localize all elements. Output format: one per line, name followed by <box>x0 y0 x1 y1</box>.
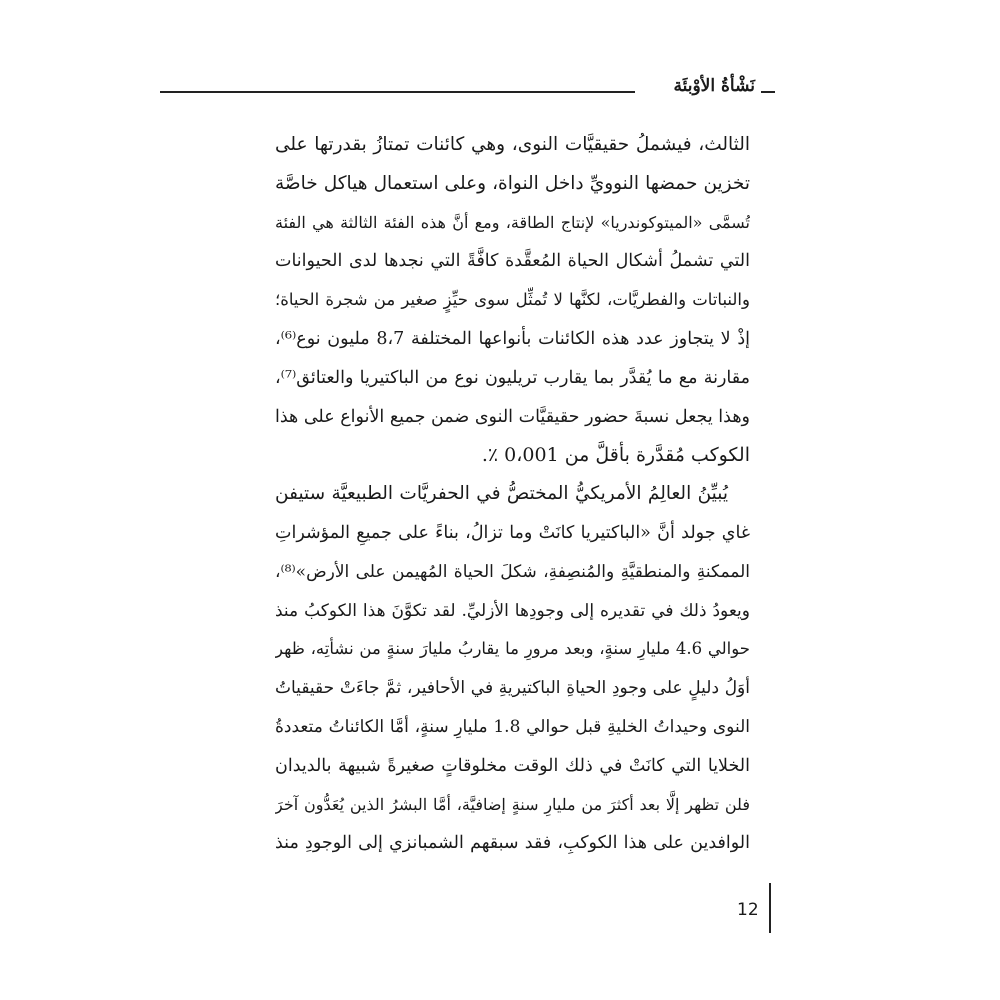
page-number: 12 <box>737 900 759 920</box>
text-line: فلن تظهر إلَّا بعد أكثرَ من مليارِ سنةٍ إضافيَّة، أمَّا البشرُ الذين يُعَدُّون آخرَ <box>275 794 750 814</box>
text-line: الخلايا التي كانَتْ في ذلك الوقت مخلوقاتٍ صغيرةً شبيهة بالديدان <box>275 755 750 776</box>
paragraph-2 <box>275 475 750 863</box>
text-line: الممكنةِ والمنطقيَّةِ والمُنصِفةِ، شكلَ الحياة المُهيمن على الأرض»⁽⁸⁾، <box>275 561 750 582</box>
text-line: الوافدين على هذا الكوكبِ، فقد سبقهم الشمبانزي إلى الوجودِ منذ <box>275 833 750 854</box>
text-line: أوَلُ دليلٍ على وجودِ الحياةِ الباكتيريةِ في الأحافير، ثمَّ جاءَتْ حقيقياتُ <box>275 678 750 699</box>
running-header-title: نَشْأةُ الأوْبئَة <box>673 76 755 96</box>
text-line: حوالي 4.6 مليارِ سنةٍ، وبعد مرورِ ما يقاربُ مليارَ سنةٍ من نشأتِه، ظهر <box>275 639 750 659</box>
text-line: والنباتات والفطريَّات، لكنَّها لا تُمثِّل سوى حيِّزٍ صغير من شجرة الحياة؛ <box>275 290 750 310</box>
page-body <box>275 126 750 863</box>
text-line: ويعودُ ذلك في تقديره إلى وجودِها الأزليِّ. لقد تكوَّنَ هذا الكوكبُ منذ <box>275 600 750 621</box>
header-rule-right <box>761 91 775 93</box>
footer-rule <box>769 883 771 933</box>
text-line: غاي جولد أنَّ «الباكتيريا كانَتْ وما تزالُ، بناءً على جميعِ المؤشراتِ <box>275 522 750 543</box>
text-line: تُسمَّى «الميتوكوندريا» لإنتاج الطاقة، ومع أنَّ هذه الفئة الثالثة هي الفئة <box>275 212 750 232</box>
header-rule <box>160 91 635 93</box>
text-line: وهذا يجعل نسبةَ حضور حقيقيَّات النوى ضمن جميع الأنواع على هذا <box>275 406 750 427</box>
running-header <box>160 72 775 106</box>
text-line: التي تشملُ أشكال الحياة المُعقَّدة كافَّةً التي نجدها لدى الحيوانات <box>275 251 750 272</box>
text-line: مقارنة مع ما يُقدَّر بما يقارب تريليون نوع من الباكتيريا والعتائق⁽⁷⁾، <box>275 367 750 388</box>
text-line: النوى وحيداتُ الخليةِ قبل حوالي 1.8 مليارِ سنةٍ، أمَّا الكائناتُ متعددةُ <box>275 716 750 737</box>
text-line: تخزين حمضها النوويِّ داخل النواة، وعلى استعمال هياكل خاصَّة <box>275 172 750 194</box>
text-line: يُبيِّنُ العالِمُ الأمريكيُّ المختصُّ في الحفريَّات الطبيعيَّة ستيفن <box>275 483 728 505</box>
text-line: الكوكب مُقدَّرة بأقلَّ من 0،001 ٪. <box>481 444 750 467</box>
text-line: إذْ لا يتجاوز عدد هذه الكائنات بأنواعها المختلفة 8،7 مليون نوع⁽⁶⁾، <box>275 328 750 349</box>
text-line: الثالث، فيشملُ حقيقيَّات النوى، وهي كائنات تمتازُ بقدرتها على <box>275 134 750 155</box>
paragraph-1 <box>275 126 750 475</box>
